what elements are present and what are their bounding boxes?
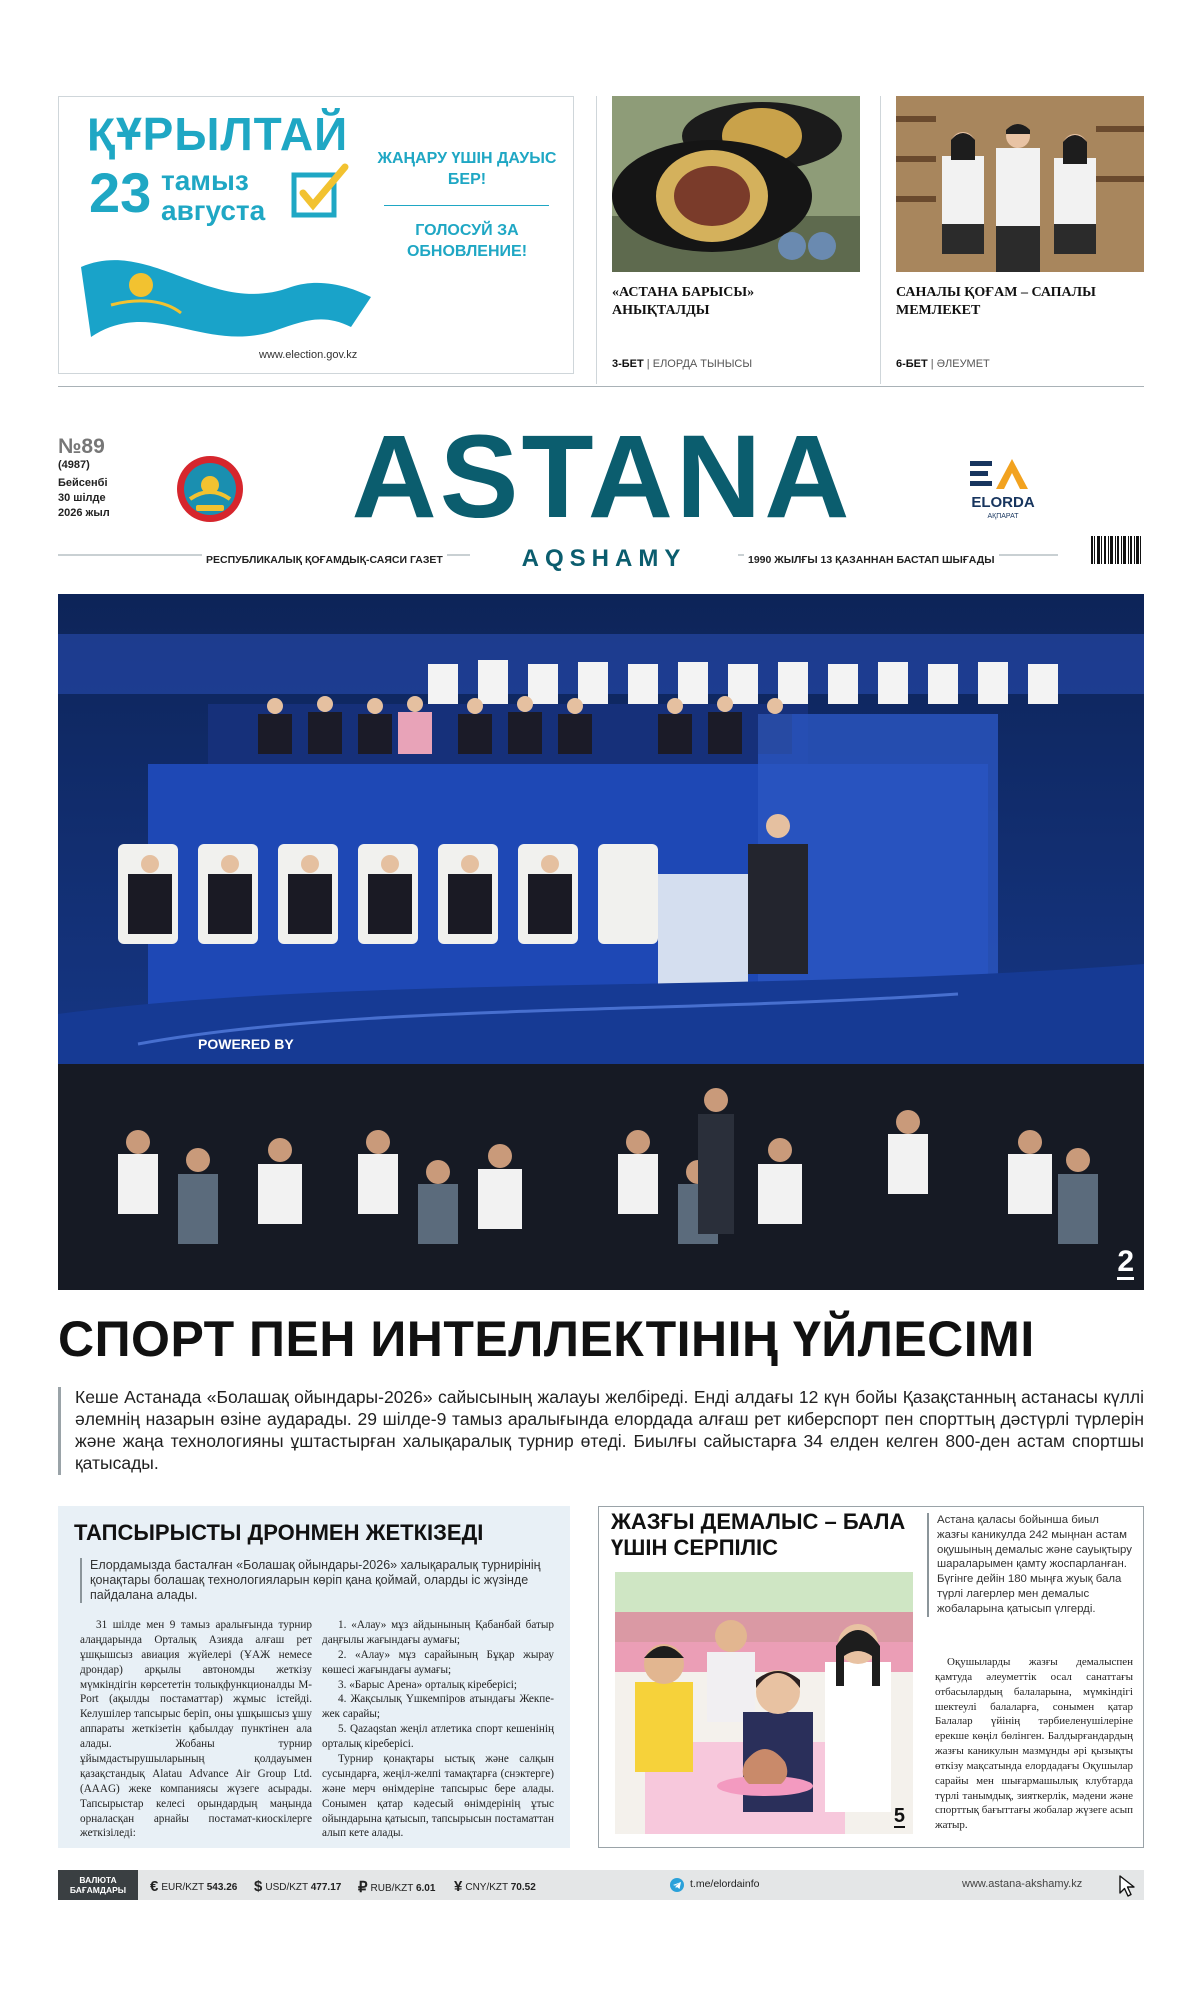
election-promo-banner[interactable] — [58, 96, 574, 374]
paragraph: Турнир қонақтары ыстық және салқын сусындарға, жеңіл-желпі тамақтарға (снэктерге) және мерч өнімдеріне тапсырыс бере алады. Сонымен қатар кәдесый өнімдерінің ұтыс ойындарына қатысып, тапсырысын постаматтан алып кете алады. — [322, 1753, 554, 1840]
paragraph: 4. Жақсылық Үшкемпіров атындағы Жекпе-жек сарайы; — [322, 1693, 554, 1721]
website-link[interactable]: www.astana-akshamy.kz — [962, 1878, 1083, 1890]
drone-lead: Елордамызда басталған «Болашақ ойындары-2026» халықаралық турнирінің қонақтары болашақ технологияларын көріп қана қоймай, оларды іс жүзінде пайдалана алады. — [80, 1558, 552, 1603]
column-divider — [596, 96, 597, 384]
slogan-ru: ГОЛОСУЙ ЗА ОБНОВЛЕНИЕ! — [406, 222, 528, 260]
drone-article — [58, 1506, 570, 1848]
opening-ceremony-photo[interactable] — [58, 594, 1144, 1290]
checkbox-icon — [291, 163, 349, 219]
issue-date: Бейсенбі 30 шілде 2026 жыл — [58, 477, 110, 519]
main-lead: Кеше Астанада «Болашақ ойындары-2026» сайысының жалауы желбіреді. Енді алдағы 12 күн бойы Қазақстанның астанасы күллі әлемнің назарын өзіне аударады. 29 шілде-9 тамыз аралығында елордада алғаш рет киберспорт пен спорттың дәстүрлі түрлерін және жаңа технологияны ұштастырған халықаралық турнир өтеді. Биылғы сайыстарға 34 елден келген 800-ден астам спортшы қатысады. — [58, 1387, 1144, 1475]
drone-headline[interactable]: ТАПСЫРЫСТЫ ДРОНМЕН ЖЕТКІЗЕДІ — [74, 1520, 484, 1545]
paragraph: 1. «Алау» мұз айдынының Қабанбай батыр даңғылы жағындағы аумағы; — [322, 1619, 554, 1646]
dollar-icon: $ — [254, 1878, 263, 1895]
paragraph: 31 шілде мен 9 тамыз аралығында турнир алаңдарында Орталық Азияда алғаш рет ұшқышсыз авиация жүйелері (ҰАЖ немесе дрондар) арқылы автономды жеткізу мүмкіндігін көрсететін толықфункционалды M-Port (ақылды постаматтар) жұмыс істейді. Келушілер тапсырыс беріп, оны ұшқышсыз ұшу аппараты жеткізетін қабылдау пунктінен ала алады. Жобаны турнир ұйымдастырушыларының қолдауымен қазақстандық Alatau Advance Air Group Ltd. (AAAG) жеке компаниясы жүзеге асырады. Тапсырыстар келесі орындардың маңында орналасқан арнайы постамат-киоскілерге жеткізіледі: — [80, 1619, 312, 1840]
teaser-meta: 6-БЕТ | ӘЛЕУМЕТ — [896, 358, 990, 370]
svg-text:АҚПАРАТ: АҚПАРАТ — [987, 513, 1019, 520]
currency-label: ВАЛЮТА БАҒАМДАРЫ — [58, 1870, 138, 1900]
barcode-icon — [1090, 534, 1142, 572]
masthead-tagline-right: 1990 ЖЫЛҒЫ 13 ҚАЗАННАН БАСТАП ШЫҒАДЫ — [744, 554, 999, 566]
paragraph: 5. Qazaqstan жеңіл атлетика спорт кешенінің орталық кіреберісі. — [322, 1723, 554, 1751]
election-url-link[interactable]: www.election.gov.kz — [259, 349, 358, 361]
paragraph: Оқушыларды жазғы демалыспен қамтуда әлеуметтік осал санаттағы отбасылардың балаларына, мүмкіндігі шектеулі балаларға, сонымен қатар Балалар үйінің тәрбиеленушілеріне ерекше көңіл бөлінген. Балдырғандардың жазғы каникулын мазмұнды әрі қызықты өткізу мақсатында елордадағы Оқушылар сарайы мен шығармашылық клубтарда түрлі танымдық, зияткерлік, мәдени және спорттық бағыттағы жобалар жүзеге асып жатыр. — [935, 1656, 1133, 1832]
newspaper-logo-subtitle: AQSHAMY — [521, 545, 687, 572]
election-day: 23 — [89, 161, 152, 224]
yuan-icon: ¥ — [454, 1878, 463, 1895]
election-month-ru: августа — [161, 195, 266, 226]
newspaper-logo: ASTANA — [351, 411, 853, 543]
teaser-meta: 3-БЕТ | ЕЛОРДА ТЫНЫСЫ — [612, 358, 753, 370]
column-divider — [880, 96, 881, 384]
teaser-headline: САНАЛЫ ҚОҒАМ – САПАЛЫ МЕМЛЕКЕТ — [896, 285, 1096, 318]
teaser-astana-barysy[interactable] — [612, 96, 860, 384]
summer-article — [598, 1506, 1144, 1848]
teaser-headline: «АСТАНА БАРЫСЫ» АНЫҚТАЛДЫ — [612, 285, 755, 318]
photo-page-ref: 5 — [893, 1805, 905, 1827]
children-pottery-photo — [615, 1572, 913, 1834]
rate-rub: ₽ RUB/KZT 6.01 — [358, 1879, 436, 1896]
section-divider — [58, 386, 1144, 387]
euro-icon: € — [150, 1878, 159, 1895]
rate-cny: ¥ CNY/KZT 70.52 — [454, 1878, 536, 1895]
photo-page-ref: 2 — [1117, 1245, 1134, 1278]
teaser-sanaly-kogam[interactable] — [896, 96, 1144, 384]
championship-belt-photo — [612, 96, 860, 272]
telegram-link[interactable]: t.me/elordainfo — [690, 1878, 760, 1890]
flag-ribbon-icon — [71, 227, 371, 347]
ruble-icon: ₽ — [358, 1879, 368, 1896]
paragraph: 3. «Барыс Арена» орталық кіреберісі; — [338, 1678, 517, 1691]
cursor-icon — [1118, 1874, 1138, 1898]
svg-text:ELORDA: ELORDA — [971, 494, 1035, 511]
astana-emblem-icon — [176, 455, 244, 523]
students-library-photo — [896, 96, 1144, 272]
elorda-logo-icon — [968, 455, 1038, 525]
issue-total: (4987) — [58, 459, 90, 471]
telegram-icon — [670, 1878, 684, 1892]
drone-column-1 — [80, 1618, 312, 1841]
main-headline[interactable]: СПОРТ ПЕН ИНТЕЛЛЕКТІНІҢ ҮЙЛЕСІМІ — [58, 1311, 1035, 1367]
slogan-divider — [384, 205, 549, 206]
summer-lead: Астана қаласы бойынша биыл жазғы каникулда 242 мыңнан астам оқушының демалыс және сауықтыру шараларымен қамту жоспарланған. Бүгінге дейін 180 мыңға жуық бала түрлі лагерлер мен демалыс жобаларына қатысып үлгерді. — [927, 1513, 1133, 1617]
paragraph: 2. «Алау» мұз сарайының Бұқар жырау көшесі жағындағы аумағы; — [322, 1648, 554, 1676]
currency-footer — [58, 1870, 1144, 1900]
election-month-kz: тамыз — [161, 165, 249, 196]
slogan-kz: ЖАҢАРУ ҮШІН ДАУЫС БЕР! — [377, 150, 557, 188]
rate-eur: € EUR/KZT 543.26 — [150, 1878, 238, 1895]
issue-number: №89 — [58, 435, 105, 458]
svg-text:POWERED BY: POWERED BY — [198, 1036, 294, 1052]
drone-column-2 — [322, 1618, 554, 1841]
ceremony-scene — [58, 594, 1144, 1290]
masthead-tagline-left: РЕСПУБЛИКАЛЫҚ ҚОҒАМДЫҚ-САЯСИ ГАЗЕТ — [202, 554, 447, 566]
rate-usd: $ USD/KZT 477.17 — [254, 1878, 342, 1895]
election-title: ҚҰРЫЛТАЙ — [87, 108, 349, 160]
summer-headline[interactable]: ЖАЗҒЫ ДЕМАЛЫС – БАЛА ҮШІН СЕРПІЛІС — [611, 1507, 911, 1562]
summer-body — [935, 1655, 1133, 1833]
